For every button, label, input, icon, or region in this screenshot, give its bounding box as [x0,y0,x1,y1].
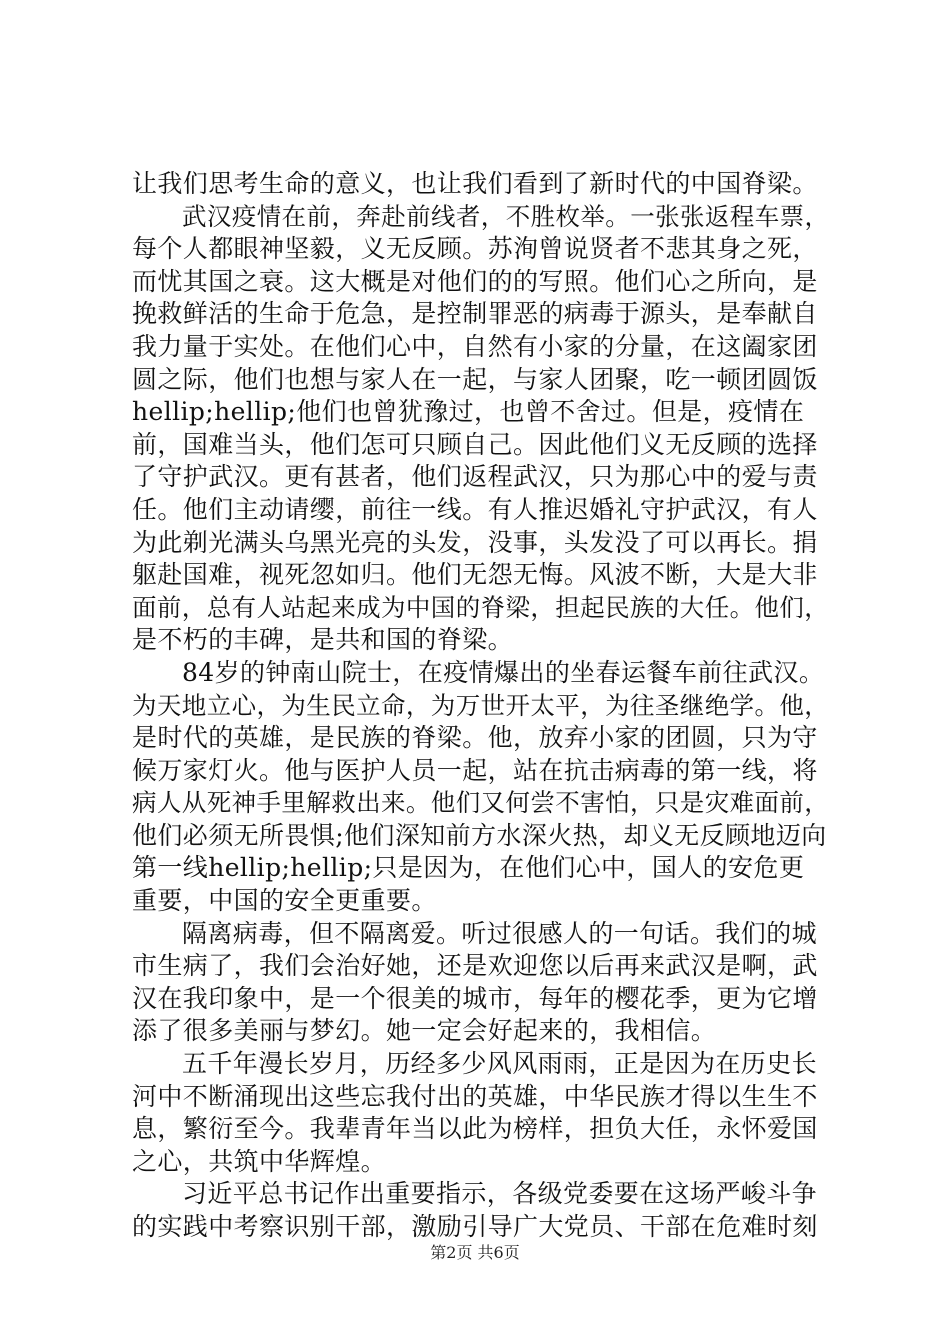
text-line: 前，国难当头，他们怎可只顾自己。因此他们义无反顾的选择 [132,429,818,459]
text-line: 市生病了，我们会治好她，还是欢迎您以后再来武汉是啊，武 [132,951,818,981]
text-line: 武汉疫情在前，奔赴前线者，不胜枚举。一张张返程车票， [182,201,830,231]
text-line: 每个人都眼神坚毅，义无反顾。苏洵曾说贤者不悲其身之死， [132,234,818,264]
text-line: 病人从死神手里解救出来。他们又何尝不害怕，只是灾难面前， [132,788,830,818]
text-line: 是时代的英雄，是民族的脊梁。他，放弃小家的团圆，只为守 [132,723,818,753]
text-line: 五千年漫长岁月，历经多少风风雨雨，正是因为在历史长 [182,1049,818,1079]
text-line: 为天地立心，为生民立命，为万世开太平，为往圣继绝学。他， [132,690,830,720]
text-line: 候万家灯火。他与医护人员一起，站在抗击病毒的第一线，将 [132,755,818,785]
text-line: 任。他们主动请缨，前往一线。有人推迟婚礼守护武汉，有人 [132,494,818,524]
text-line: 第一线hellip;hellip;只是因为，在他们心中，国人的安危更 [132,853,805,883]
text-line: hellip;hellip;他们也曾犹豫过，也曾不舍过。但是，疫情在 [132,397,805,427]
text-line: 添了很多美丽与梦幻。她一定会好起来的，我相信。 [132,1016,717,1046]
text-line: 挽救鲜活的生命于危急，是控制罪恶的病毒于源头，是奉献自 [132,299,818,329]
text-line: 为此剃光满头乌黑光亮的头发，没事，头发没了可以再长。捐 [132,527,818,557]
text-line: 是不朽的丰碑，是共和国的脊梁。 [132,625,514,655]
text-line: 而忧其国之衰。这大概是对他们的的写照。他们心之所向，是 [132,266,818,296]
text-line: 躯赴国难，视死忽如归。他们无怨无悔。风波不断，大是大非 [132,560,818,590]
text-line: 了守护武汉。更有甚者，他们返程武汉，只为那心中的爱与责 [132,462,818,492]
document-body [132,168,832,1244]
text-line: 息，繁衍至今。我辈青年当以此为榜样，担负大任，永怀爱国 [132,1114,818,1144]
text-line: 河中不断涌现出这些忘我付出的英雄，中华民族才得以生生不 [132,1081,818,1111]
text-line: 的实践中考察识别干部，激励引导广大党员、干部在危难时刻 [132,1212,818,1241]
text-line: 面前，总有人站起来成为中国的脊梁，担起民族的大任。他们， [132,592,830,622]
text-line: 隔离病毒，但不隔离爱。听过很感人的一句话。我们的城 [182,918,818,948]
text-line: 汉在我印象中，是一个很美的城市，每年的樱花季，更为它增 [132,983,818,1013]
page-footer: 第2页 共6页 [430,1243,520,1262]
text-line: 之心，共筑中华辉煌。 [132,1146,387,1176]
text-line: 重要，中国的安全更重要。 [132,886,437,916]
text-line: 他们必须无所畏惧;他们深知前方水深火热，却义无反顾地迈向 [132,820,827,850]
text-line: 84岁的钟南山院士，在疫情爆出的坐春运餐车前往武汉。 [182,657,825,687]
text-line: 习近平总书记作出重要指示，各级党委要在这场严峻斗争 [182,1179,818,1209]
text-line: 圆之际，他们也想与家人在一起，与家人团聚，吃一顿团圆饭 [132,364,818,394]
text-line: 我力量于实处。在他们心中，自然有小家的分量，在这阖家团 [132,331,818,361]
text-line: 让我们思考生命的意义，也让我们看到了新时代的中国脊梁。 [132,169,818,198]
